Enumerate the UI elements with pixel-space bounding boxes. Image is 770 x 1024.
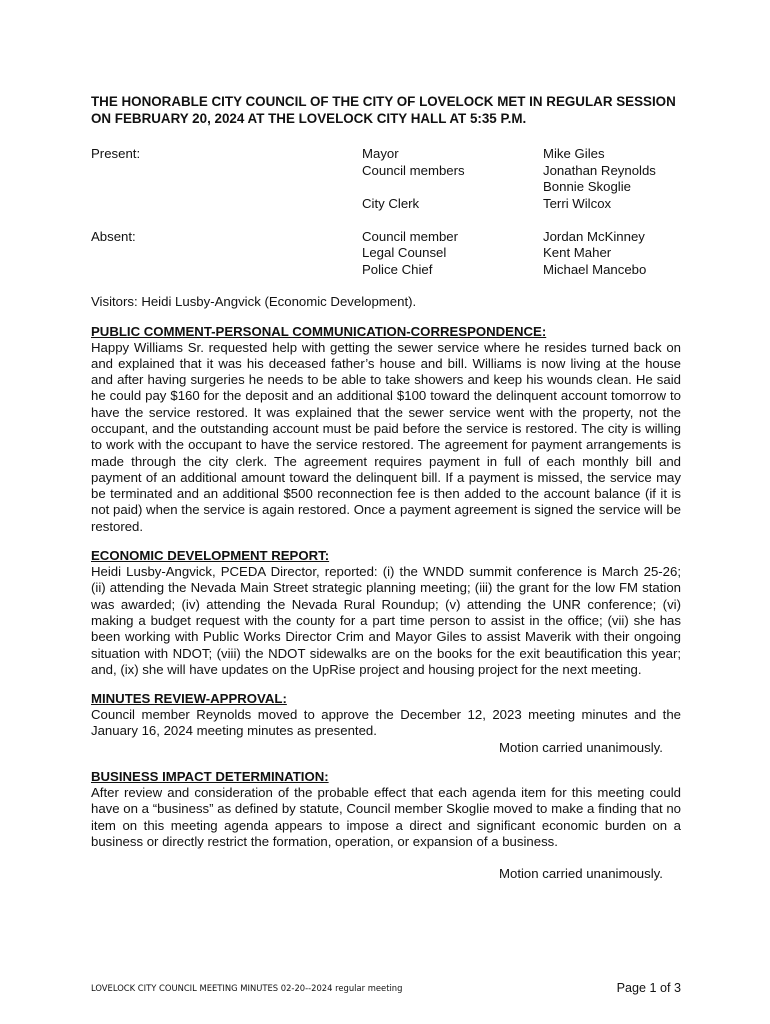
absent-roles-col (362, 229, 543, 279)
present-role: City Clerk (362, 195, 420, 211)
section-heading: PUBLIC COMMENT-PERSONAL COMMUNICATION-CORRESPONDENCE: (91, 323, 547, 339)
section-body: Heidi Lusby-Angvick, PCEDA Director, reported: (i) the WNDD summit conference is March 25-26; (ii) attending the Nevada Main Street strategic planning meeting; (iii) the grant for the low FM station was awarded; (iv) attending the Nevada Rural Roundup; (v) attending the UNR conference; (vi) making a budget request with the county for a part time person to assist in the office; (vii) she has been working with Public Works Director Crim and Mayor Giles to assist Maverik with their ongoing situation with NDOT; (viii) the NDOT sidewalks are on the books for the exit beautification this year; and, (ix) she will have updates on the UpRise project and housing project for the next meeting. (91, 564, 681, 677)
present-role (362, 179, 543, 196)
absent-role: Police Chief (362, 261, 433, 277)
section-body: Happy Williams Sr. requested help with getting the sewer service where he resides turned back on and explained that it was his deceased father’s house and bill. Williams is now living at the house and after having surgeries he needs to be able to take showers and keep his wounds clean. He said he could pay $160 for the deposit and an additional $100 toward the delinquent account tomorrow to have the service restored. It was explained that the sewer service went with the property, not the occupant, and the outstanding account must be paid before the service is restored. The city is willing to work with the occupant to have the service restored. The agreement for payment arrangements is made through the city clerk. The agreement requires payment in full of each monthly bill and payment of an additional amount toward the delinquent bill. If a payment is missed, the service may be terminated and an additional $500 reconnection fee is then added to the account balance (if it is not paid) when the service is again restored. Once a payment agreement is signed the service will be restored. (91, 339, 681, 534)
absent-label: Absent: (91, 228, 136, 244)
page-footer (91, 981, 681, 997)
visitors-line: Visitors: Heidi Lusby-Angvick (Economic Development). (91, 294, 417, 309)
motion-result: Motion carried unanimously. (499, 739, 663, 755)
economic-development-section (91, 548, 681, 678)
present-label: Present: (91, 146, 141, 161)
minutes-review-section (91, 691, 681, 756)
section-body: After review and consideration of the probable effect that each agenda item for this meeting could have on a “business” as defined by statute, Council member Skoglie moved to make a finding that no item on this meeting agenda appears to impose a direct and significant economic burden on a business or directly restrict the formation, operation, or expansion of a business. (91, 785, 681, 849)
document-page (91, 93, 681, 883)
section-heading: ECONOMIC DEVELOPMENT REPORT: (91, 548, 330, 564)
present-role: Council members (362, 162, 465, 178)
motion-result: Motion carried unanimously. (499, 866, 663, 882)
business-impact-section (91, 769, 681, 882)
absent-name: Michael Mancebo (543, 261, 647, 277)
page-title: THE HONORABLE CITY COUNCIL OF THE CITY OF LOVELOCK MET IN REGULAR SESSION ON FEBRUARY 20, 2024 AT THE LOVELOCK CITY HALL AT 5:35 P.M. (91, 94, 676, 126)
attendance-roster (91, 146, 681, 278)
present-name: Mike Giles (543, 146, 605, 161)
present-group (91, 146, 681, 212)
footer-document-title: LOVELOCK CITY COUNCIL MEETING MINUTES 02-20--2024 regular meeting (91, 983, 403, 993)
section-heading: BUSINESS IMPACT DETERMINATION: (91, 769, 329, 785)
present-roles-col (362, 146, 543, 212)
absent-role: Legal Counsel (362, 245, 447, 260)
absent-name: Jordan McKinney (543, 228, 645, 244)
page-number: Page 1 of 3 (616, 981, 681, 995)
present-label-col (91, 146, 362, 212)
present-name: Jonathan Reynolds (543, 162, 656, 178)
absent-names-col (543, 229, 681, 279)
present-role: Mayor (362, 146, 399, 161)
present-name: Bonnie Skoglie (543, 179, 631, 194)
absent-label-col (91, 229, 362, 279)
absent-group (91, 229, 681, 279)
absent-role: Council member (362, 228, 459, 244)
section-heading: MINUTES REVIEW-APPROVAL: (91, 691, 287, 707)
public-comment-section (91, 324, 681, 536)
absent-name: Kent Maher (543, 245, 612, 260)
present-name: Terri Wilcox (543, 195, 612, 211)
present-names-col (543, 146, 681, 212)
section-body: Council member Reynolds moved to approve the December 12, 2023 meeting minutes and the January 16, 2024 meeting minutes as presented. (91, 707, 681, 739)
